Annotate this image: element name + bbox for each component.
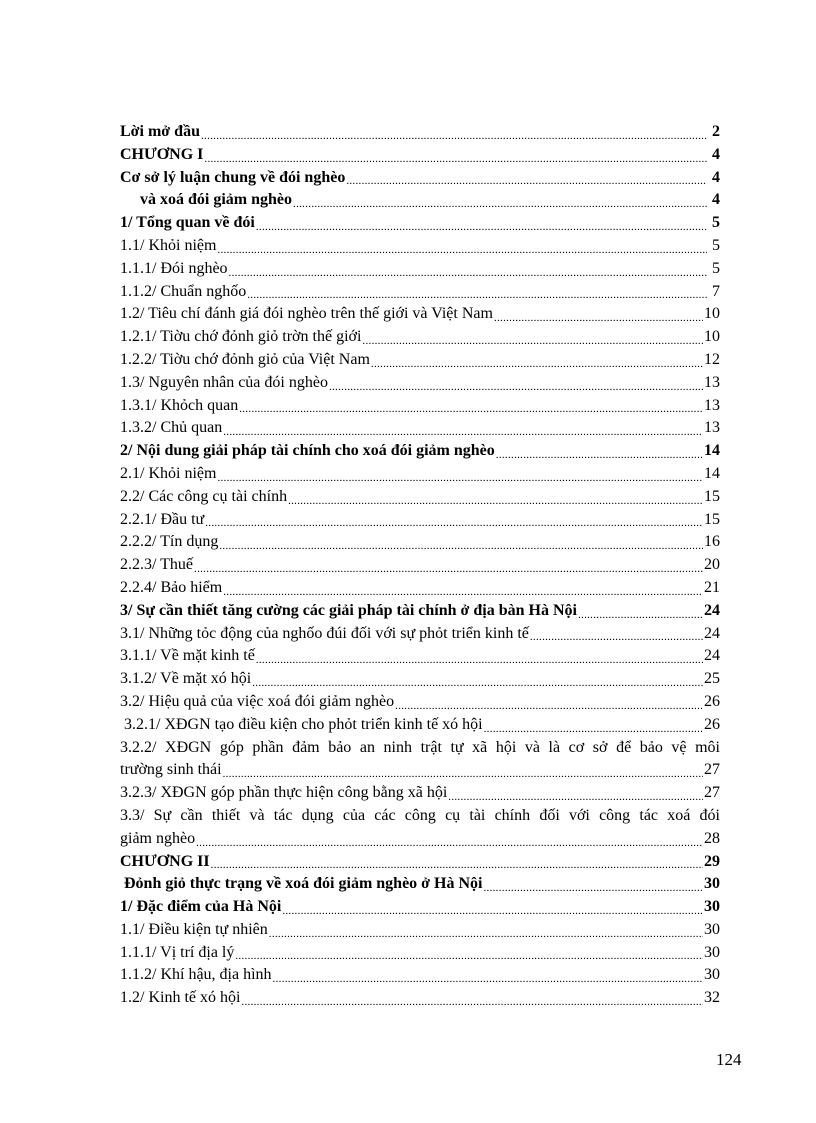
toc-entry-label: 1.1.2/ Chuẩn nghốo (120, 282, 247, 300)
dot-leader (273, 971, 703, 987)
dot-leader (256, 652, 703, 668)
toc-entry-page: 30 (704, 943, 720, 961)
toc-entry (120, 896, 720, 919)
toc-entry-page: 29 (704, 852, 720, 870)
dot-leader (293, 196, 707, 212)
toc-entry (120, 349, 720, 372)
toc-entry-label: 1.2.1/ Tiờu chớ đỏnh giỏ trờn thế giới (120, 328, 362, 346)
dot-leader (223, 584, 703, 600)
toc-entry-label: 3.2.2/ XĐGN góp phần đảm bảo an ninh trật tự xã hội và là cơ sở để bảo vệ môi (120, 738, 720, 756)
toc-entry-label: 1.3/ Nguyên nhân của đói nghèo (120, 373, 328, 391)
toc-entry-label: 1/ Đặc điểm của Hà Nội (120, 898, 282, 916)
dot-leader (205, 515, 703, 531)
toc-entry-label: Đỏnh giỏ thực trạng về xoá đói giảm nghèo ở Hà Nội (124, 875, 483, 893)
toc-entry (120, 987, 720, 1010)
toc-entry-label: Cơ sở lý luận chung về đói nghèo (120, 168, 346, 186)
toc-entry-page: 21 (704, 578, 720, 596)
toc-entry-label: 1/ Tổng quan về đói (120, 214, 255, 232)
toc-entry (120, 668, 720, 691)
toc-entry (120, 531, 720, 554)
dot-leader (448, 789, 703, 805)
dot-leader (329, 379, 703, 395)
dot-leader (346, 173, 707, 189)
dot-leader (239, 401, 703, 417)
toc-entry-page: 32 (704, 989, 720, 1007)
toc-entry (120, 714, 720, 737)
toc-entry (120, 964, 720, 987)
toc-entry-page: 13 (704, 373, 720, 391)
toc-entry-label: 1.2/ Kinh tế xó hội (120, 989, 241, 1007)
toc-entry-page: 4 (712, 168, 720, 186)
toc-entry-page: 5 (712, 259, 720, 277)
toc-entry (120, 600, 720, 623)
toc-entry-page: 13 (704, 419, 720, 437)
toc-entry-page: 30 (704, 898, 720, 916)
dot-leader (223, 424, 703, 440)
toc-entry-page: 4 (712, 191, 720, 209)
toc-entry-page: 4 (712, 145, 720, 163)
toc-entry (120, 805, 720, 828)
toc-entry (120, 372, 720, 395)
toc-entry-label: 1.1.1/ Đói nghèo (120, 259, 228, 277)
toc-entry (120, 851, 720, 874)
dot-leader (395, 698, 703, 714)
page-number: 124 (716, 1050, 742, 1069)
dot-leader (201, 128, 707, 144)
toc-entry-page: 16 (704, 533, 720, 551)
toc-entry-label: 1.3.2/ Chủ quan (120, 419, 223, 437)
dot-leader (362, 333, 703, 349)
toc-entry-label: 1.2/ Tiêu chí đánh giá đói nghèo trên thế giới và Việt Nam (120, 305, 493, 323)
toc-entry-page: 12 (704, 350, 720, 368)
toc-entry-label: CHƯƠNG II (120, 852, 210, 870)
toc-entry-label: 2.1/ Khỏi niệm (120, 464, 217, 482)
toc-entry-page: 26 (704, 692, 720, 710)
toc-entry (120, 554, 720, 577)
toc-entry-page: 30 (704, 920, 720, 938)
toc-entry-page: 2 (712, 123, 720, 140)
toc-entry-label-continued: giảm nghèo (120, 829, 196, 847)
dot-leader (496, 447, 703, 463)
toc-entry-label: và xoá đói giảm nghèo (140, 191, 293, 209)
dot-leader (211, 857, 703, 873)
toc-entry-label: 3.1.2/ Về mặt xó hội (120, 670, 252, 688)
dot-leader (204, 151, 707, 167)
toc-entry-page: 24 (704, 647, 720, 665)
toc-entry-continuation (120, 828, 720, 851)
toc-entry-label: 2.2/ Các công cụ tài chính (120, 487, 288, 505)
toc-entry (120, 919, 720, 942)
toc-entry-page: 30 (704, 966, 720, 984)
toc-entry-page: 14 (704, 442, 720, 460)
dot-leader (256, 219, 707, 235)
toc-entry-label: 1.2.2/ Tiờu chớ đỏnh giỏ của Việt Nam (120, 350, 370, 368)
toc-entry (120, 189, 720, 212)
dot-leader (219, 538, 703, 554)
toc-entry (120, 463, 720, 486)
toc-entry (120, 737, 720, 760)
toc-entry-label: 1.3.1/ Khỏch quan (120, 396, 239, 414)
toc-entry-page: 30 (704, 875, 720, 893)
toc-entry-label: 3.2/ Hiệu quả của việc xoá đói giảm nghèo (120, 692, 395, 710)
toc-entry (120, 782, 720, 805)
toc-entry-label: 3.3/ Sự cần thiết và tác dụng của các công cụ tài chính đối với công tác xoá đói (120, 806, 720, 824)
toc-entry (120, 623, 720, 646)
toc-entry-page: 10 (704, 328, 720, 346)
toc-entry-page: 10 (704, 305, 720, 323)
dot-leader (247, 287, 707, 303)
toc-entry-continuation (120, 759, 720, 782)
toc-entry-label: 2.2.3/ Thuế (120, 556, 194, 574)
dot-leader (288, 493, 703, 509)
toc-entry-label-continued: trường sinh thái (120, 761, 222, 779)
toc-entry (120, 691, 720, 714)
toc-entry-label: 2.2.4/ Bảo hiểm (120, 578, 223, 596)
dot-leader (194, 561, 703, 577)
toc-entry (120, 873, 720, 896)
toc-entry-label: 1.1/ Điều kiện tự nhiên (120, 920, 268, 938)
toc-entry-page: 28 (704, 829, 720, 847)
toc-entry-page: 24 (704, 624, 720, 642)
toc-entry-label: 3.2.3/ XĐGN góp phần thực hiện công bằng xã hội (120, 784, 448, 802)
toc-entry-page: 24 (704, 601, 720, 619)
toc-entry-page: 27 (704, 761, 720, 779)
toc-entry-label: 1.1.1/ Vị trí địa lý (120, 943, 235, 961)
dot-leader (282, 903, 703, 919)
toc-entry-label: 2/ Nội dung giải pháp tài chính cho xoá đói giảm nghèo (120, 442, 495, 460)
toc-entry-page: 15 (704, 487, 720, 505)
toc-entry-label: 3.2.1/ XĐGN tạo điều kiện cho phỏt triển kinh tế xó hội (124, 715, 483, 733)
toc-entry-page: 15 (704, 510, 720, 528)
toc-entry-page: 13 (704, 396, 720, 414)
toc-entry (120, 509, 720, 532)
dot-leader (235, 948, 703, 964)
toc-entry-page: 26 (704, 715, 720, 733)
toc-entry (120, 395, 720, 418)
toc-entry (120, 645, 720, 668)
toc-entry (120, 942, 720, 965)
toc-entry-label: 3.1/ Những tỏc động của nghốo đúi đối với sự phỏt triển kinh tế (120, 624, 529, 642)
dot-leader (217, 242, 707, 258)
dot-leader (483, 880, 703, 896)
dot-leader (269, 926, 703, 942)
toc-entry-label: 1.1.2/ Khí hậu, địa hình (120, 966, 272, 984)
toc-entry (120, 486, 720, 509)
toc-entry-label: 1.1/ Khỏi niệm (120, 236, 217, 254)
toc-entry (120, 303, 720, 326)
toc-entry (120, 121, 720, 144)
dot-leader (241, 994, 703, 1010)
dot-leader (223, 766, 703, 782)
toc-entry (120, 212, 720, 235)
dot-leader (530, 629, 703, 645)
toc-entry (120, 440, 720, 463)
dot-leader (196, 835, 703, 851)
toc-entry (120, 144, 720, 167)
toc-entry-label: 3/ Sự cần thiết tăng cường các giải pháp tài chính ở địa bàn Hà Nội (120, 601, 577, 619)
toc-entry-page: 27 (704, 784, 720, 802)
dot-leader (252, 675, 703, 691)
dot-leader (578, 607, 703, 623)
toc-entry (120, 235, 720, 258)
toc-entry-page: 5 (712, 214, 720, 232)
toc-entry-page: 25 (704, 670, 720, 688)
toc-entry (120, 258, 720, 281)
dot-leader (217, 470, 703, 486)
toc-entry-label: CHƯƠNG I (120, 145, 204, 163)
dot-leader (494, 310, 703, 326)
toc-entry-page: 20 (704, 556, 720, 574)
toc-entry (120, 167, 720, 190)
toc-entry-label: Lời mở đầu (120, 123, 200, 140)
dot-leader (371, 356, 703, 372)
dot-leader (229, 265, 707, 281)
toc-entry (120, 281, 720, 304)
toc-entry-label: 2.2.2/ Tín dụng (120, 533, 219, 551)
toc-entry (120, 577, 720, 600)
toc-entry-label: 3.1.1/ Về mặt kinh tế (120, 647, 255, 665)
table-of-contents (120, 121, 720, 1010)
toc-entry-page: 5 (712, 236, 720, 254)
toc-entry-page: 14 (704, 464, 720, 482)
toc-entry-label: 2.2.1/ Đầu tư (120, 510, 205, 528)
dot-leader (484, 721, 703, 737)
toc-entry (120, 417, 720, 440)
toc-entry (120, 326, 720, 349)
toc-entry-page: 7 (712, 282, 720, 300)
